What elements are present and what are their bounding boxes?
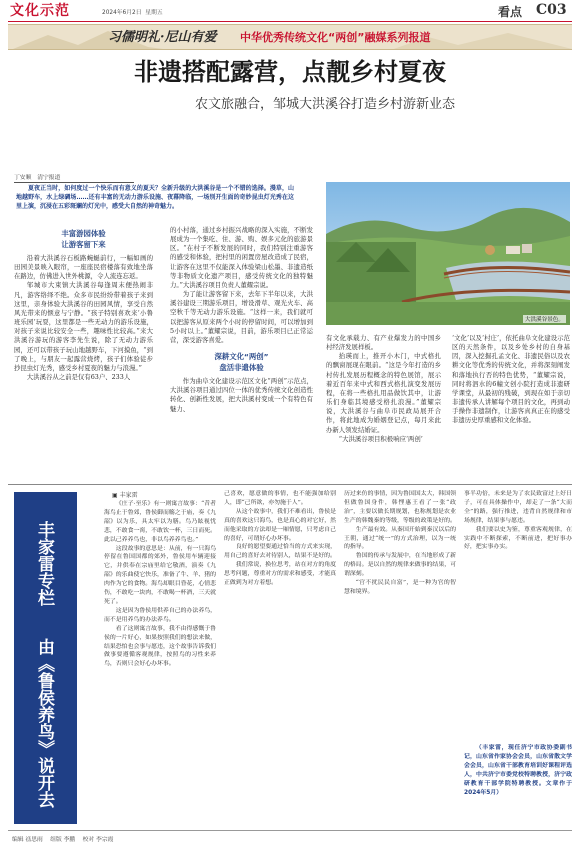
article-paragraph: ‘文化’以及‘村庄’，依托曲阜文化建设示范区的天然条件，以及乡处乡村的自身基因，深入挖掘孔孟文化、非遗民俗以及农耕文化等优秀的传统文化，并将深刻阐发和落地执行否的特色优势，“董耀宗说，同时将泗水的6幢文创小院打造成非遗研学课堂，从最初的残破，到现在如于亲切非遗传承人讲解每个项目的文化，再到动手操作非遗制作，让游客真真正在的感受非遗历史厚重感和文化体验。 [452,334,570,425]
column-label: 丰家雷专栏 [34,520,54,606]
footer-proof: 校对 李宗霞 [82,837,114,843]
page-number: C03 [536,2,567,18]
article-paragraph: 为了能让游客留下来，去年下半年以来，大洪溪谷建设三期游乐项目，增设滑草、观光火车、高空秋千等无动力游乐设施。“这样一来，我们就可以把游客从原来两个小时的停留时间，可以增加到5小时以上。”董耀宗说，目前，游乐项目已正常运营，深受游客喜爱。 [170,290,313,344]
banner-motto: 习儒明礼·尼山有爱 [108,30,217,45]
author-bio: （丰家雷，现任济宁市政协委副书记，山东省作家协会会员，山东省散文学会会员，山东省干部教育培训好课程评选人，中共济宁市委党校特聘教授，济宁政研教育干部学院特聘教授。文章作于2024年5月） [464,745,572,796]
lead-paragraph: 夏夜正当时，如何度过一个快乐而有意义的夏天？全新升级的大洪溪谷是一个不错的选择。漫草，山地越野车，水上绿碉场……还有丰富的无动力游乐设施、夜幕降临，一场别开生面的奇妙昆虫灯光秀在这里上演，沉浸在五彩斑斓的灯光中，感受大自然的神奇魅力。 [16,185,294,210]
article-paragraph: 的小村落，通过乡村振兴战略的深入实施，不断发展成为一个集吃、住、游、购、娱多元化的旅游景区。“在村子不断发展的同时，我们特别注重游客的感受和体验，把村里的闲置房屋改造成了民宿，让游客在这里不仅能深入体验梁山松墨、非遗造纸等非物质文化遗产项目，感受传统文化的独特魅力。”大洪溪谷项目负责人董耀宗说。 [170,226,313,289]
essay-paragraph: 《庄子·至乐》有一则寓言故事：“昔者海鸟止于鲁郊，鲁侯御而觞之于庙，奏《九韶》以为乐，具太牢以为膳。鸟乃眩视忧悲，不敢食一脔，不敢饮一杯，三日而死。此以己养养鸟也，非以鸟养养鸟也。” [104,501,216,543]
essay-column-3 [344,490,456,824]
essay-paragraph: 己喜欢，愿意做的事情，也不能强加给别人，即“己所欲，亦勿施于人”。 [224,491,336,506]
banner-series-title: 中华优秀传统文化“两创”融媒系列报道 [240,31,431,44]
article-paragraph: 作为曲阜文化建设示范区文化“两创”示范点，大洪溪谷项目通过四位一体的优秀传统文化创造性转化、创新性发展，把大洪溪村变成一个有特色有魅力、 [170,377,313,413]
article-column-3 [326,334,441,478]
essay-paragraph: 从这个故事中，我们不难看出，鲁侯是真的喜欢这只海鸟，也是真心的对它好，然而他采取的方法却是一厢情愿，只考虑自己的喜好，可谓好心办坏事。 [224,508,336,542]
issue-date: 2024年6月2日 星期五 [102,10,163,16]
header-rule [8,21,572,22]
article-paragraph: 有文化承载力、有产业爆发力的中国乡村经济发展样板。 [326,334,441,352]
article-photo [326,182,570,325]
article-column-2 [170,226,313,478]
article-paragraph: 沿着大洪溪谷石板路蜿蜒前行，一幅如画的田园美景映入眼帘，一座座民宿楼落有致地坐落在路边，仿佛进入世外桃源，令人流连忘返。 [14,254,153,281]
essay-paragraph: 良好的愿望要通过恰当的方式来实现，用自己的喜好去对待别人，结果不是好的。 [224,544,336,560]
essay-paragraph: 这是因为鲁侯用供养自己的办法养鸟，而不是用养鸟的办法养鸟。 [104,607,216,623]
essay-paragraph: 鲁国的传承与发展中，在当地形成了新的格局。是以自然的规律来做事的结果，可谓深刻。 [344,553,456,578]
essay-paragraph: 这段故事的意思是：从前，有一只海鸟停留在鲁国国都的郊外，鲁侯用车辆迎接它，并供奉在宗庙里给它敬酒，演奏《九韶》的乐曲使它快乐，准备了牛、羊、猪的肉作为它的食物。海鸟却眼目昏花，心情悲伤，不敢吃一块肉，不敢喝一杯酒，三天就死了。 [104,545,216,605]
essay-paragraph: 生产最有效。从秦国开始到秦汉以后的王朝，通过“统一”的方式治理，以为一统的指导。 [344,526,456,551]
footer-credits [12,834,113,843]
subheadline: 农文旅融合，邹城大洪溪谷打造乡村游新业态 [194,97,455,112]
valley-landscape-illustration [326,182,570,325]
footer-editor: 编辑 禚思雨 [12,837,43,843]
section-divider [8,484,572,485]
article-column-1 [14,228,153,478]
essay-paragraph: 我们常说，换位思考，站在对方的角度思考问题，尊重对方的需求和感受，才能真正做到为对方着想。 [224,562,336,587]
column-title: 由《鲁侯养鸟》说开去 [34,638,54,808]
masthead-logo: 文化示范 [10,3,70,19]
essay-paragraph: 事半功倍，未来是为了农民致富过上好日子，可在具体操作中，却走了一条“大而全”的路，强行推进，违背自然规律和市场规律，结果事与愿违。 [464,491,572,524]
series-banner [8,24,572,50]
byline: 丁安顺 清宁报道 [14,172,134,183]
essay-paragraph: 看了这则寓言故事，我不由得感慨于鲁侯的一片好心，如果按照我们的想法来做，结果恐怕也会事与愿违，这个故事告诉我们做事要遵循客观规律，按照鸟的习性来养鸟，否则只会好心办坏事。 [104,625,216,668]
article-paragraph: “大洪溪谷项目积极响应‘两创’ [338,434,423,443]
subheading-1: 丰富游园体验 让游客留下来 [61,229,106,249]
author-mark-icon: ▣ [112,492,118,499]
article-paragraph: 抬瑛而上，推开小木门，中式格扎的飘窗展现在眼前。“这是今年打造的乡村传扎发展历程概念的特色展馆，展示着近百年来中式和西式格扎演变发展历程，在将一些格扎用品做饮其中，让游乐们身临其境感受格扎浪漫。”董耀宗说，大洪溪谷与曲阜市民政局展开合作，将此地成为婚姻登记点，每月来此办新人领发结婚证。 [326,352,441,434]
essay-column-2 [224,490,336,824]
essay-paragraph: 我们要以史为鉴，尊重客观规律，在实践中不断探索，不断前进，把好事办好，把实事办实。 [464,526,572,551]
article-column-4 [452,334,570,478]
essay-column-1 [104,500,216,824]
footer-rule [8,830,572,831]
article-paragraph: 邹城市大束镇大洪溪谷每逢周末便热闹非凡，游客络绎不绝。众多市民纷纷带着孩子来到这里，亲身体验大洪溪谷的田园风情，享受自然风光带来的惬意与宁静。“孩子特别喜欢来‘小鲁班乐园’玩耍，这里都是一些无动力的游乐设施，对孩子来说比较安全一些，趣味性比较高。”来大洪溪谷游玩的游客李先生说，除了无动力游乐园，还可以带孩子玩山地越野车，下河摸鱼，“到了晚上，与朋友一起露营烧烤，孩子们体验徒步抄昆虫灯光秀，感受乡村夏夜的魅力与浪漫。” [14,281,153,372]
section-name: 看点 [498,5,523,19]
subheading-2: 深耕文化“两创” 盘活非遗体验 [214,352,269,373]
footer-design: 组版 李鹏 [50,837,76,843]
essay-author: ▣ 丰家雷 [112,492,138,499]
headline: 非遗搭配露营，点靓乡村夏夜 [134,57,446,86]
essay-column-4 [464,490,572,690]
essay-paragraph: “官不扰民民自富”，是一种为官的智慧和境界。 [344,580,456,595]
article-paragraph: 大洪溪谷从之前是仅有63户、233人 [26,373,131,382]
photo-caption: 大洪溪谷景色。 [524,317,564,323]
essay-paragraph: 历过来仿的事情，因为鲁国国太大，韩国领但做鲁国身件，韩悝惠王看了一张“政治”，主要以做长期规划，也称规划是农业生产的韩魏秦的等级，等级的政策是好的。 [344,491,456,524]
